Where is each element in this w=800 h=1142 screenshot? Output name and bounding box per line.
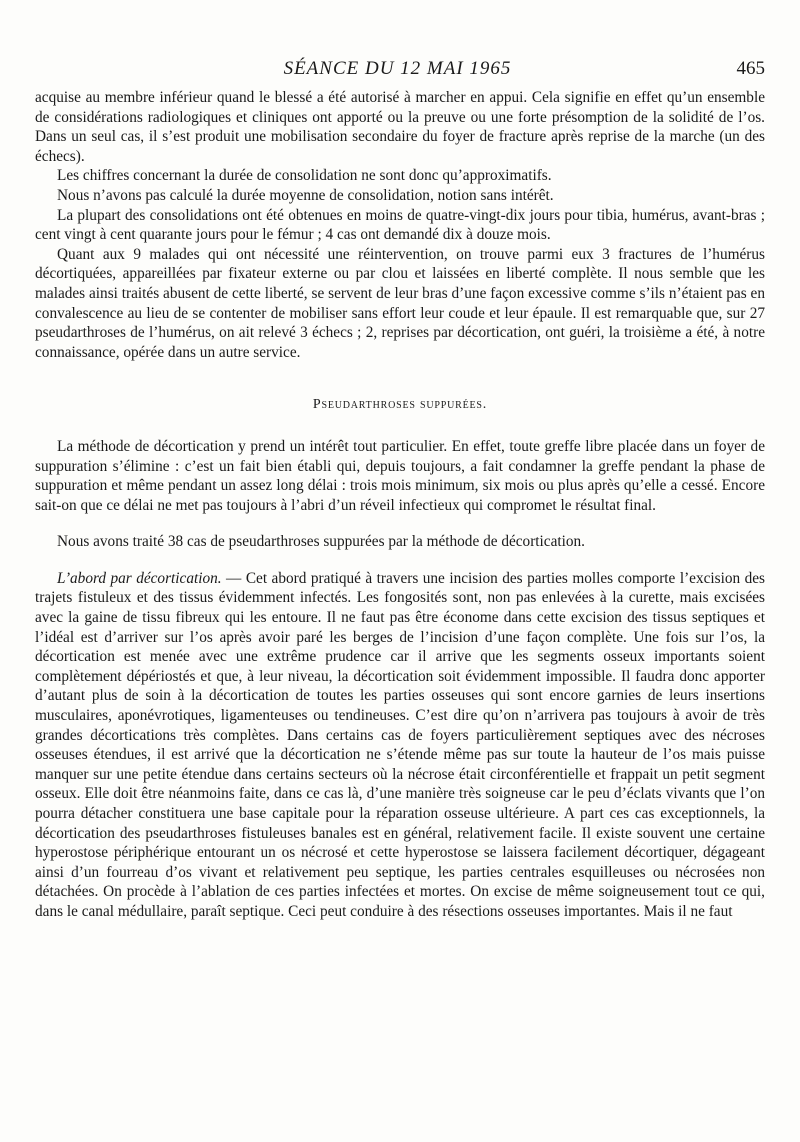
- running-title: SÉANCE DU 12 MAI 1965: [283, 58, 512, 79]
- page-number: 465: [736, 58, 765, 79]
- paragraph-text: — Cet abord pratiqué à travers une incision des parties molles comporte l’excision des trajets fistuleux et des tissus évidemment infectés. Les fongosités sont, non pas enlevées à la curette, mais excisées avec la gaine de tissu fibreux qui les entoure. Il ne faut pas être économe dans cette excision des tissus septiques et l’idéal est d’arriver sur l’os après avoir paré les berges de l’incision d’une façon complète. Une fois sur l’os, la décortication est menée avec une extrême prudence car il arrive que les segments osseux importants soient complètement dépériostés et que, à leur niveau, la décortication soit évidemment impossible. Il faudra donc apporter d’autant plus de soin à la décortication de toutes les parties osseuses qui sont encore garnies de leurs insertions musculaires, aponévrotiques, ligamenteuses ou tendineuses. C’est dire qu’on n’arrivera pas toujours à avoir de très grandes décortications très complètes. Dans certains cas de foyers particulièrement septiques avec des nécroses osseuses étendues, il est arrivé que la décortication ne s’étende même pas sur toute la hauteur de l’os mais puisse manquer sur une petite étendue dans certains secteurs où la nécrose était circonférentielle et frappait un petit segment osseux. Elle doit être néanmoins faite, dans ce cas là, d’une manière très soigneuse car le peu d’éclats vivants que l’on pourra détacher constituera une base capitale pour la réparation osseuse ultérieure. A part ces cas exceptionnels, la décortication des pseudarthroses fistuleuses banales est en général, relativement facile. Il existe souvent une certaine hyperostose périphérique entourant un os nécrosé et cette hyperostose se laissera facilement décortiquer, dégageant ainsi d’un fourreau d’os vivant et relativement peu septique, les parties centrales esquilleuses ou nécrosées non détachées. On procède à l’ablation de ces parties infectées et mortes. On excise de même soigneusement tout ce qui, dans le canal médullaire, paraît septique. Ceci peut conduire à des résections osseuses importantes. Mais il ne faut: [35, 569, 765, 920]
- paragraph: Nous n’avons pas calculé la durée moyenne de consolidation, notion sans intérêt.: [57, 186, 554, 204]
- paragraph: Nous avons traité 38 cas de pseudarthroses suppurées par la méthode de décortication.: [57, 533, 585, 551]
- paragraph: La plupart des consolidations ont été obtenues en moins de quatre-vingt-dix jours pour tibia, humérus, avant-bras ; cent vingt à cent quarante jours pour le fémur ; 4 cas ont demandé dix à douze mois.: [35, 206, 765, 244]
- paragraph: Quant aux 9 malades qui ont nécessité une réintervention, on trouve parmi eux 3 fractures de l’humérus décortiquées, appareillées par fixateur externe ou par clou et laissées en liberté complète. Il nous semble que les malades ainsi traités abusent de cette liberté, se servent de leur bras d’une façon excessive comme s’ils n’étaient pas en convalescence au lieu de se contenter de mobiliser sans effort leur coude et leur épaule. Il est remarquable que, sur 27 pseudarthroses de l’humérus, on ait relevé 3 échecs ; 2, reprises par décortication, ont guéri, la troisième a été, à notre connaissance, opérée dans un autre service.: [35, 245, 765, 361]
- paragraph: La méthode de décortication y prend un intérêt tout particulier. En effet, toute greffe libre placée dans un foyer de suppuration s’élimine : c’est un fait bien établi qui, depuis toujours, a fait condamner la greffe pendant la phase de suppuration et même pendant un assez long délai : trois mois minimum, six mois ou plus après qu’elle a cessé. Encore sait-on que ce délai ne met pas toujours à l’abri d’un réveil infectieux qui compromet le résultat final.: [35, 437, 765, 514]
- body-text: [35, 88, 765, 922]
- run-in-heading: L’abord par décortication.: [57, 569, 222, 587]
- paragraph: acquise au membre inférieur quand le blessé a été autorisé à marcher en appui. Cela signifie en effet qu’un ensemble de considérations radiologiques et cliniques ont apporté ou la preuve ou une forte présomption de la solidité de l’os. Dans un seul cas, il s’est produit une mobilisation secondaire du foyer de fracture après reprise de la marche (un des échecs).: [35, 89, 765, 165]
- paragraph: Les chiffres concernant la durée de consolidation ne sont donc qu’approximatifs.: [57, 167, 552, 185]
- running-head: [30, 58, 765, 82]
- paragraph-abord: [35, 569, 765, 922]
- section-heading: Pseudarthroses suppurées.: [312, 397, 488, 413]
